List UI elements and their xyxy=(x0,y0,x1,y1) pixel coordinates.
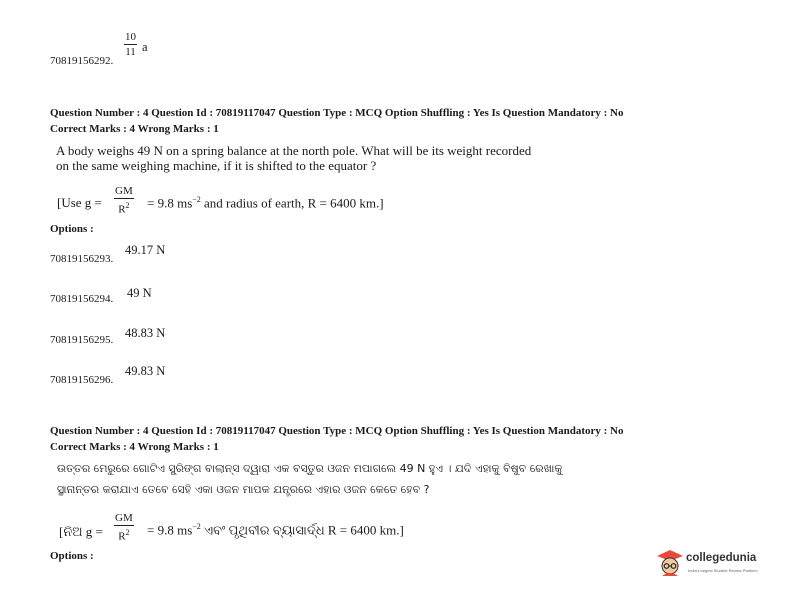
question-header: Question Number : 4 Question Id : 70819117047 Question Type : MCQ Option Shuffling : Yes Is Question Mandatory : No xyxy=(50,107,624,119)
question-marks-odia: Correct Marks : 4 Wrong Marks : 1 xyxy=(50,441,219,453)
option-id: 70819156294. xyxy=(50,293,114,305)
collegedunia-logo xyxy=(656,548,768,584)
question-text-odia-line1: ଉତ୍ତର ମେରୁରେ ଗୋଟିଏ ସ୍ପ୍ରିଙ୍ଗ ବାଲାନ୍ସ ଦ୍ୱାରା ଏକ ବସ୍ତୁର ଓଜନ ମପାଗଲେ 49 N ହୁଏ । ଯଦି ଏହାକୁ ବିଷୁବ ରେଖାକୁ xyxy=(57,462,563,475)
option-value: 48.83 N xyxy=(125,326,166,340)
formula-fraction-odia xyxy=(114,511,134,544)
option-id: 70819156295. xyxy=(50,334,114,346)
formula-prefix: [Use g = xyxy=(57,195,102,210)
question-marks: Correct Marks : 4 Wrong Marks : 1 xyxy=(50,123,219,135)
option-value: 49 N xyxy=(127,286,152,300)
question-text-line1: A body weighs 49 N on a spring balance at the north pole. What will be its weight recorded xyxy=(56,143,532,158)
prev-option-id: 70819156292. xyxy=(50,55,114,67)
fraction-numerator: 10 xyxy=(125,31,136,43)
formula-prefix-odia: [ନିଅ g = xyxy=(59,524,103,539)
formula-denominator: $R^2$ xyxy=(114,198,134,217)
option-id: 70819156296. xyxy=(50,374,114,386)
prev-option-suffix: a xyxy=(142,40,148,54)
option-value: 49.17 N xyxy=(125,243,166,257)
question-header-odia: Question Number : 4 Question Id : 70819117047 Question Type : MCQ Option Shuffling : Yes Is Question Mandatory : No xyxy=(50,425,624,437)
option-id: 70819156293. xyxy=(50,253,114,265)
formula-numerator: GM xyxy=(115,185,133,197)
formula-numerator: GM xyxy=(115,512,133,524)
graduate-logo-icon xyxy=(656,548,684,578)
formula-fraction xyxy=(114,184,134,217)
option-value: 49.83 N xyxy=(125,364,166,378)
prev-option-fraction xyxy=(124,30,137,59)
brand-tagline: India's largest Student Review Platform xyxy=(688,568,758,573)
formula-suffix-odia: = 9.8 $ms^{-2}$ ଏବଂ ପୃଥିବୀର ବ୍ୟାସାର୍ଦ୍ଧ R = 6400 km.] xyxy=(147,522,404,538)
brand-name: collegedunia xyxy=(686,552,757,564)
fraction-denominator: 11 xyxy=(125,46,136,58)
options-label: Options : xyxy=(50,223,94,235)
question-text-odia-line2: ସ୍ଥାନାନ୍ତର କରାଯାଏ ତେବେ ସେହି ଏକା ଓଜନ ମାପକ ଯନ୍ତ୍ରରେ ଏହାର ଓଜନ କେତେ ହେବ ? xyxy=(57,483,430,496)
formula-denominator: $R^2$ xyxy=(114,525,134,544)
formula-suffix: = 9.8 $ms^{-2}$ and radius of earth, R = 6400 km.] xyxy=(147,195,384,211)
question-text-line2: on the same weighing machine, if it is shifted to the equator ? xyxy=(56,158,377,173)
options-label-odia: Options : xyxy=(50,550,94,562)
